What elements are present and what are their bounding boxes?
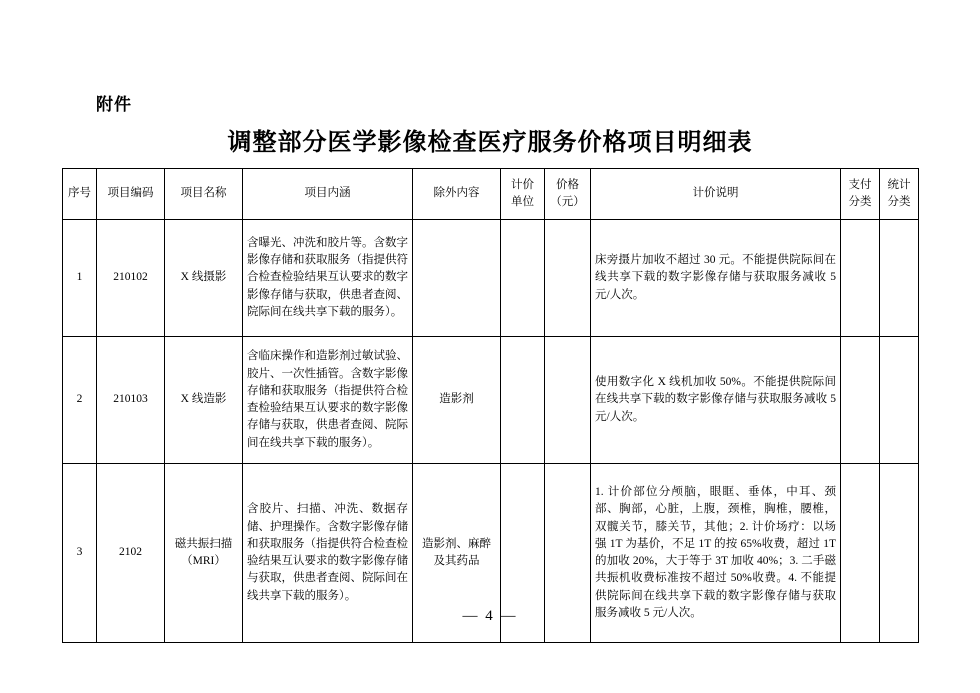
cell-name: X 线摄影 <box>165 220 243 337</box>
header-pay-line2: 分类 <box>848 196 872 208</box>
cell-content: 含胶片、扫描、冲洗、数据存储、护理操作。含数字影像存储和获取服务（指提供符合检查检验结果互认要求的数字影像存储与获取，供患者查阅、院际间在线共享下载的服务）。 <box>243 464 413 643</box>
cell-description: 床旁摄片加收不超过 30 元。不能提供院际间在线共享下载的数字影像存储与获取服务减收 5 元/人次。 <box>591 220 841 337</box>
cell-index: 1 <box>63 220 97 337</box>
cell-exclusions: 造影剂 <box>413 337 501 464</box>
header-stat-class <box>880 169 919 220</box>
cell-price <box>545 220 591 337</box>
header-price-line2: （元） <box>550 196 585 208</box>
cell-name: X 线造影 <box>165 337 243 464</box>
header-name: 项目名称 <box>165 169 243 220</box>
table-row <box>63 220 919 337</box>
header-code: 项目编码 <box>97 169 165 220</box>
table-header-row <box>63 169 919 220</box>
cell-content: 含曝光、冲洗和胶片等。含数字影像存储和获取服务（指提供符合检查检验结果互认要求的数字影像存储与获取，供患者查阅、院际间在线共享下载的服务）。 <box>243 220 413 337</box>
cell-price <box>545 337 591 464</box>
cell-index: 2 <box>63 337 97 464</box>
price-items-table <box>62 168 919 643</box>
cell-name: 磁共振扫描（MRI） <box>165 464 243 643</box>
cell-stat-class <box>880 220 919 337</box>
header-pay-class <box>841 169 880 220</box>
page-title: 调整部分医学影像检查医疗服务价格项目明细表 <box>227 130 753 156</box>
header-pay-line1: 支付 <box>848 178 872 191</box>
cell-pay-class <box>841 220 880 337</box>
header-unit <box>501 169 545 220</box>
attachment-label: 附件 <box>96 95 132 114</box>
cell-content: 含临床操作和造影剂过敏试验、胶片、一次性插管。含数字影像存储和获取服务（指提供符合检查检验结果互认要求的数字影像存储与获取，供患者查阅、院际间在线共享下载的服务）。 <box>243 337 413 464</box>
cell-code: 210103 <box>97 337 165 464</box>
cell-unit <box>501 220 545 337</box>
cell-code: 210102 <box>97 220 165 337</box>
cell-exclusions: 造影剂、麻醉及其药品 <box>413 464 501 643</box>
cell-exclusions <box>413 220 501 337</box>
cell-unit <box>501 337 545 464</box>
cell-stat-class <box>880 337 919 464</box>
page-number: — 4 — <box>462 608 518 624</box>
header-price <box>545 169 591 220</box>
header-content: 项目内涵 <box>243 169 413 220</box>
cell-index: 3 <box>63 464 97 643</box>
header-description: 计价说明 <box>591 169 841 220</box>
header-stat-line2: 分类 <box>887 196 911 208</box>
table-row <box>63 337 919 464</box>
header-unit-line1: 计价 <box>511 178 534 191</box>
header-exclusions: 除外内容 <box>413 169 501 220</box>
header-index: 序号 <box>63 169 97 220</box>
cell-description: 使用数字化 X 线机加收 50%。不能提供院际间在线共享下载的数字影像存储与获取服务减收 5 元/人次。 <box>591 337 841 464</box>
cell-code: 2102 <box>97 464 165 643</box>
cell-description: 1. 计价部位分颅脑，眼眶、垂体，中耳、颈部、胸部，心脏，上腹，颈椎，胸椎，腰椎，双髋关节，膝关节，其他；2. 计价场疗：以场强 1T 为基价，不足 1T 的按 65%收费，超过 1T 的加收 20%，大于等于 3T 加收 40%；3. 二手磁共振机收费标准按不超过 50%收费。4. 不能提供院际间在线共享下载的数字影像存储与获取服务减收 5 元/人次。 <box>591 464 841 643</box>
cell-pay-class <box>841 337 880 464</box>
header-price-line1: 价格 <box>556 178 579 191</box>
header-stat-line1: 统计 <box>887 178 911 191</box>
header-unit-line2: 单位 <box>511 196 534 208</box>
